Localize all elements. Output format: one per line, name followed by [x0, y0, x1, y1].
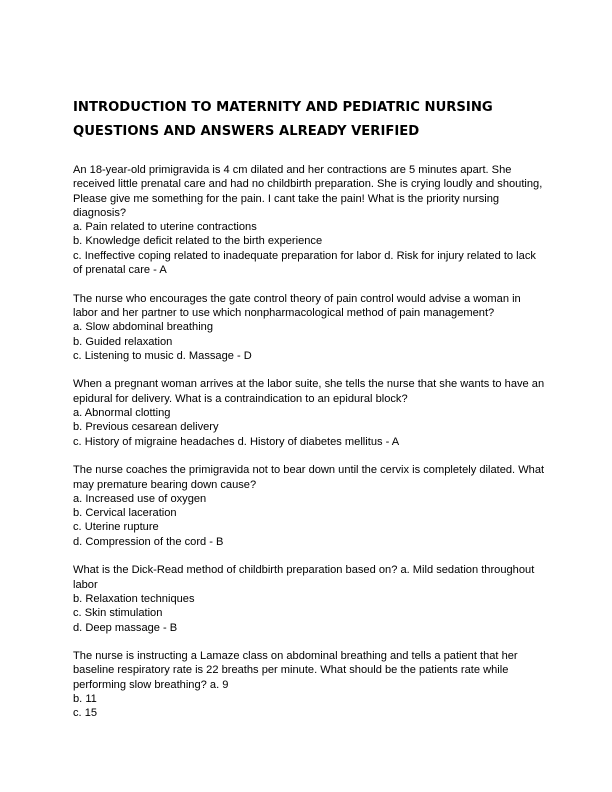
question-text: The nurse is instructing a Lamaze class on abdominal breathing and tells a patient that her baseline respiratory rate is 22 breaths per minute. What should be the patients rate while performing slow breathing? a. 9: [73, 650, 518, 691]
answer-option: a. Pain related to uterine contractions: [73, 221, 257, 234]
title-line-1: INTRODUCTION TO MATERNITY AND PEDIATRIC NURSING: [73, 100, 493, 115]
answer-option: b. Previous cesarean delivery: [73, 421, 219, 434]
answer-option: a. Abnormal clotting: [73, 407, 171, 420]
answer-option: b. Relaxation techniques: [73, 592, 195, 605]
answer-option: b. Knowledge deficit related to the birth experience: [73, 235, 323, 248]
question-text: What is the Dick-Read method of childbirth preparation based on? a. Mild sedation throughout labor: [73, 564, 535, 591]
question-6: [73, 649, 548, 720]
answer-option: d. Deep massage - B: [73, 621, 178, 634]
question-text: The nurse who encourages the gate control theory of pain control would advise a woman in labor and her partner to use which nonpharmacological method of pain management?: [73, 292, 521, 319]
question-1: [73, 163, 548, 277]
answer-option: c. History of migraine headaches d. History of diabetes mellitus - A: [73, 435, 400, 448]
question-4: [73, 463, 548, 549]
question-3: [73, 377, 548, 448]
answer-option: b. Guided relaxation: [73, 335, 173, 348]
question-5: [73, 563, 548, 634]
question-text: An 18-year-old primigravida is 4 cm dilated and her contractions are 5 minutes apart. She received little prenatal care and had no childbirth preparation. She is crying loudly and shouting, Please give me something for the pain. I cant take the pain! What is the priority nursing diagnosis?: [73, 164, 543, 219]
answer-option: c. Listening to music d. Massage - D: [73, 349, 252, 362]
document-title: [73, 96, 553, 144]
answer-option: d. Compression of the cord - B: [73, 535, 224, 548]
questions-body: [73, 163, 548, 735]
question-2: [73, 292, 548, 363]
answer-option: c. Skin stimulation: [73, 607, 163, 620]
answer-option: b. Cervical laceration: [73, 507, 177, 520]
answer-option: c. Uterine rupture: [73, 521, 159, 534]
answer-option: a. Slow abdominal breathing: [73, 321, 213, 334]
question-text: The nurse coaches the primigravida not to bear down until the cervix is completely dilated. What may premature bearing down cause?: [73, 464, 545, 491]
title-line-2: QUESTIONS AND ANSWERS ALREADY VERIFIED: [73, 124, 420, 139]
answer-option: a. Increased use of oxygen: [73, 492, 207, 505]
answer-option: b. 11: [73, 692, 97, 705]
answer-option: c. 15: [73, 707, 98, 720]
answer-option: c. Ineffective coping related to inadequate preparation for labor d. Risk for injury related to lack of prenatal care - A: [73, 249, 536, 277]
question-text: When a pregnant woman arrives at the labor suite, she tells the nurse that she wants to have an epidural for delivery. What is a contraindication to an epidural block?: [73, 378, 545, 405]
